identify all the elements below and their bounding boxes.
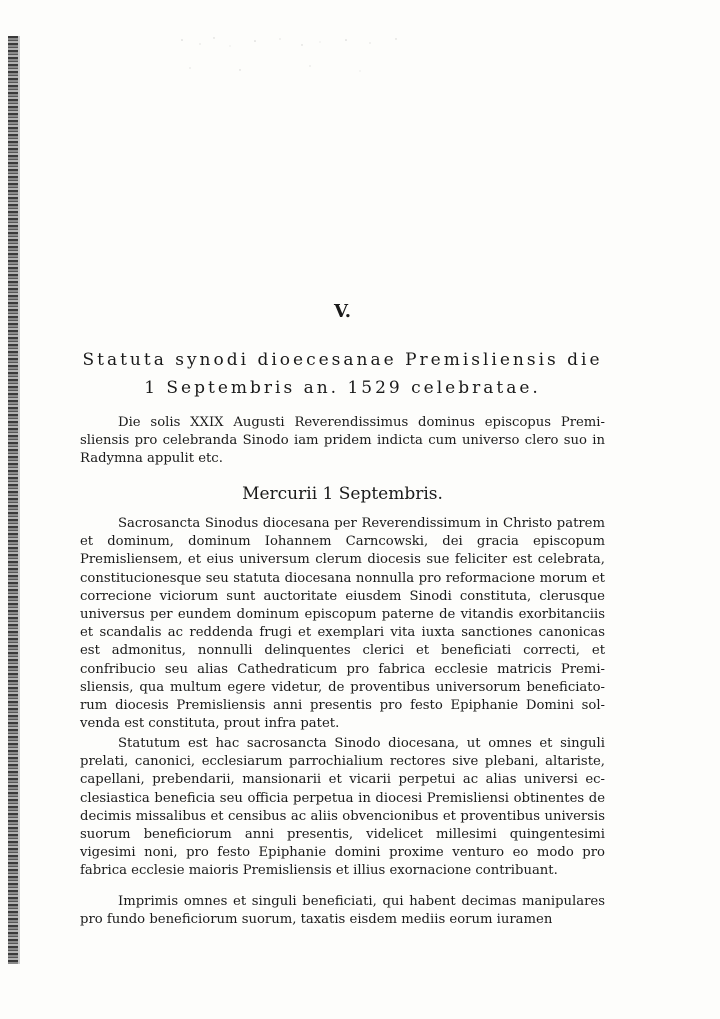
body-block-2 [80, 735, 605, 881]
body-paragraph: Sacrosancta Sinodus diocesana per Reverendissimum in Christo patrem et dominum, dominum Iohannem Carncowski, dei gracia episcopum Premisliensem, et eius universum clerum diocesis sue feliciter est celebrata, constitucionesque seu statuta diocesana nonnulla pro reformacione morum et correcione viciorum sunt auctoritate eiusdem Sinodi constituta, clerusque universus per eundem dominum episcopum paterne de vitandis exorbitanciis et scandalis ac reddenda frugi et exemplari vita iuxta sanctiones canonicas est admonitus, nonnulli delinquentes clerici et beneficiati correcti, et confribucio seu alias Cathedraticum pro fabrica ecclesie matricis Premisliensis, qua multum egere videtur, de proventibus universorum beneficiatorum diocesis Premisliensis anni presentis pro festo Epiphanie Domini solvenda est constituta, prout infra patet. [80, 516, 605, 732]
document-title [80, 346, 605, 402]
body-paragraph: Statutum est hac sacrosancta Sinodo diocesana, ut omnes et singuli prelati, canonici, ecclesiarum parrochialium rectores sive plebani, altariste, capellani, prebendarii, mansionarii et vicarii perpetui ac alias universi ecclesiastica beneficia seu officia perpetua in diocesi Premisliensi obtinentes de decimis missalibus et censibus ac aliis obvencionibus et proventibus universis suorum beneficiorum anni presentis, videlicet millesimi quingentesimi vigesimi noni, pro festo Epiphanie domini proxime venturo eo modo pro fabrica ecclesie maioris Premisliensis et illius exornacione contribuant. [80, 736, 605, 879]
chapter-number: V. [333, 301, 352, 322]
bleed-through-speckle [170, 30, 430, 80]
body-paragraph: Imprimis omnes et singuli beneficiati, qui habent decimas manipulares pro fundo beneficiorum suorum, taxatis eisdem mediis eorum iuramen [80, 894, 605, 928]
intro-block [80, 414, 605, 469]
body-block-1 [80, 515, 605, 733]
binding-edge [8, 36, 18, 964]
intro-paragraph: Die solis XXIX Augusti Reverendissimus dominus episcopus Premisliensis pro celebranda Sinodo iam pridem indicta cum universo clero suo in Radymna appulit etc. [80, 415, 605, 467]
title-line-2: 1 Septembris an. 1529 celebratae. [144, 378, 541, 398]
body-block-3 [80, 893, 605, 929]
section-heading: Mercurii 1 Septembris. [242, 484, 443, 504]
binding-edge-shadow [18, 36, 20, 964]
title-line-1: Statuta synodi dioecesanae Premisliensis die [82, 350, 603, 370]
